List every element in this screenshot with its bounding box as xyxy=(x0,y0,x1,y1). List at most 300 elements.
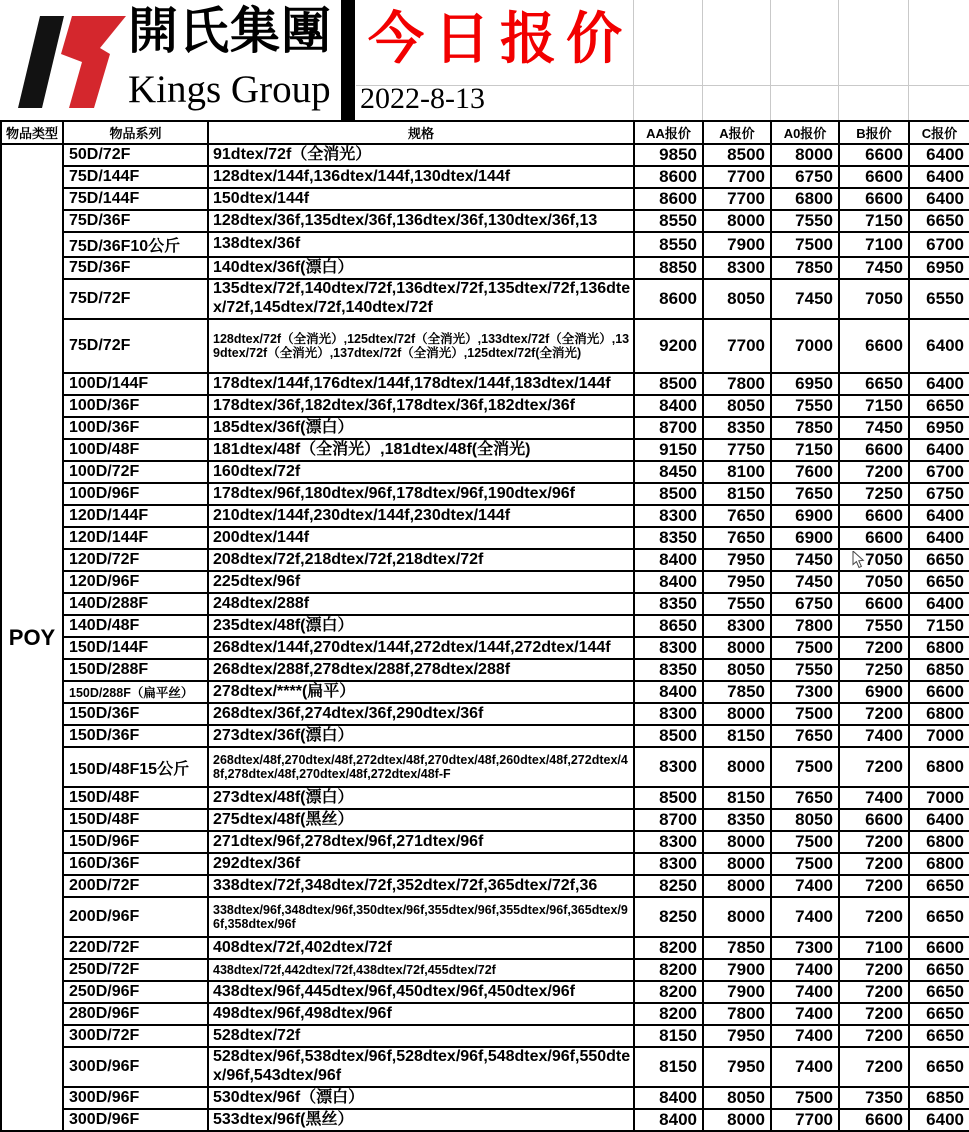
column-header-2: 规格 xyxy=(208,121,634,144)
price-cell-C报价: 6650 xyxy=(909,1047,969,1087)
spec-cell: 408dtex/72f,402dtex/72f xyxy=(208,937,634,959)
price-cell-AA报价: 8500 xyxy=(634,483,703,505)
grid-line xyxy=(770,0,771,120)
series-cell: 150D/48F15公斤 xyxy=(63,747,208,787)
spec-cell: 438dtex/96f,445dtex/96f,450dtex/96f,450dtex/96f xyxy=(208,981,634,1003)
price-cell-A0报价: 7550 xyxy=(771,659,839,681)
price-cell-A0报价: 7450 xyxy=(771,571,839,593)
price-cell-A报价: 8050 xyxy=(703,395,771,417)
table-row xyxy=(1,417,969,439)
price-cell-B报价: 6600 xyxy=(839,527,909,549)
price-cell-AA报价: 8500 xyxy=(634,787,703,809)
price-cell-B报价: 6900 xyxy=(839,681,909,703)
price-cell-B报价: 7200 xyxy=(839,703,909,725)
price-cell-A0报价: 7850 xyxy=(771,257,839,279)
price-cell-A报价: 7900 xyxy=(703,959,771,981)
price-cell-AA报价: 8400 xyxy=(634,571,703,593)
price-cell-B报价: 7100 xyxy=(839,232,909,257)
price-cell-A报价: 8050 xyxy=(703,659,771,681)
price-cell-A0报价: 7650 xyxy=(771,725,839,747)
series-cell: 300D/72F xyxy=(63,1025,208,1047)
price-cell-A0报价: 6950 xyxy=(771,373,839,395)
spec-cell: 268dtex/48f,270dtex/48f,272dtex/48f,270dtex/48f,260dtex/48f,272dtex/48f,278dtex/48f,270dtex/48f,272dtex/48f-F xyxy=(208,747,634,787)
table-row xyxy=(1,1047,969,1087)
series-cell: 75D/144F xyxy=(63,188,208,210)
price-cell-A报价: 8150 xyxy=(703,725,771,747)
price-cell-A0报价: 6800 xyxy=(771,188,839,210)
spec-cell: 150dtex/144f xyxy=(208,188,634,210)
spec-cell: 178dtex/36f,182dtex/36f,178dtex/36f,182dtex/36f xyxy=(208,395,634,417)
price-cell-A0报价: 7650 xyxy=(771,787,839,809)
series-cell: 300D/96F xyxy=(63,1047,208,1087)
price-cell-A报价: 8050 xyxy=(703,279,771,319)
price-cell-C报价: 6650 xyxy=(909,395,969,417)
table-row xyxy=(1,1025,969,1047)
price-cell-B报价: 7200 xyxy=(839,875,909,897)
series-cell: 140D/288F xyxy=(63,593,208,615)
price-cell-A报价: 7800 xyxy=(703,1003,771,1025)
price-cell-A0报价: 6900 xyxy=(771,505,839,527)
price-cell-A报价: 8300 xyxy=(703,257,771,279)
series-cell: 120D/144F xyxy=(63,505,208,527)
spec-cell: 181dtex/48f（全消光）,181dtex/48f(全消光) xyxy=(208,439,634,461)
spec-cell: 200dtex/144f xyxy=(208,527,634,549)
price-cell-C报价: 6850 xyxy=(909,1087,969,1109)
price-cell-AA报价: 9150 xyxy=(634,439,703,461)
price-cell-A报价: 8050 xyxy=(703,1087,771,1109)
price-cell-AA报价: 8250 xyxy=(634,875,703,897)
price-cell-A0报价: 7550 xyxy=(771,210,839,232)
price-cell-A0报价: 7400 xyxy=(771,875,839,897)
price-cell-A报价: 7950 xyxy=(703,571,771,593)
spec-cell: 271dtex/96f,278dtex/96f,271dtex/96f xyxy=(208,831,634,853)
price-cell-AA报价: 8500 xyxy=(634,373,703,395)
category-cell: POY xyxy=(1,144,63,1131)
price-cell-C报价: 6400 xyxy=(909,527,969,549)
price-cell-B报价: 6600 xyxy=(839,505,909,527)
price-cell-A0报价: 7400 xyxy=(771,1047,839,1087)
series-cell: 150D/96F xyxy=(63,831,208,853)
price-cell-A0报价: 7300 xyxy=(771,681,839,703)
price-cell-A0报价: 7450 xyxy=(771,279,839,319)
price-cell-A0报价: 6750 xyxy=(771,593,839,615)
spec-cell: 268dtex/288f,278dtex/288f,278dtex/288f xyxy=(208,659,634,681)
price-cell-B报价: 7150 xyxy=(839,395,909,417)
series-cell: 50D/72F xyxy=(63,144,208,166)
table-row xyxy=(1,897,969,937)
price-cell-C报价: 6650 xyxy=(909,1003,969,1025)
price-cell-C报价: 6650 xyxy=(909,210,969,232)
spec-cell: 533dtex/96f(黑丝） xyxy=(208,1109,634,1131)
price-cell-A报价: 8000 xyxy=(703,853,771,875)
series-cell: 100D/144F xyxy=(63,373,208,395)
price-cell-A0报价: 7400 xyxy=(771,1025,839,1047)
price-cell-B报价: 7200 xyxy=(839,831,909,853)
price-cell-AA报价: 8350 xyxy=(634,659,703,681)
price-cell-B报价: 7050 xyxy=(839,571,909,593)
price-cell-A0报价: 7500 xyxy=(771,1087,839,1109)
spec-cell: 338dtex/72f,348dtex/72f,352dtex/72f,365dtex/72f,36 xyxy=(208,875,634,897)
price-cell-C报价: 6400 xyxy=(909,144,969,166)
grid-line xyxy=(633,0,634,120)
price-cell-AA报价: 8400 xyxy=(634,681,703,703)
spec-cell: 528dtex/72f xyxy=(208,1025,634,1047)
price-cell-B报价: 7200 xyxy=(839,981,909,1003)
table-row xyxy=(1,483,969,505)
price-cell-B报价: 7550 xyxy=(839,615,909,637)
price-cell-C报价: 6950 xyxy=(909,257,969,279)
spec-cell: 292dtex/36f xyxy=(208,853,634,875)
table-row xyxy=(1,188,969,210)
table-row xyxy=(1,1087,969,1109)
spec-cell: 338dtex/96f,348dtex/96f,350dtex/96f,355dtex/96f,355dtex/96f,365dtex/96f,358dtex/96f xyxy=(208,897,634,937)
series-cell: 150D/48F xyxy=(63,809,208,831)
price-cell-C报价: 6550 xyxy=(909,279,969,319)
spec-cell: 178dtex/96f,180dtex/96f,178dtex/96f,190dtex/96f xyxy=(208,483,634,505)
price-cell-A0报价: 7500 xyxy=(771,703,839,725)
price-cell-B报价: 6600 xyxy=(839,188,909,210)
price-cell-AA报价: 8400 xyxy=(634,1109,703,1131)
price-cell-A报价: 7700 xyxy=(703,188,771,210)
price-cell-A0报价: 7400 xyxy=(771,981,839,1003)
price-cell-A报价: 7900 xyxy=(703,981,771,1003)
price-cell-AA报价: 8150 xyxy=(634,1025,703,1047)
price-cell-C报价: 6400 xyxy=(909,319,969,373)
price-cell-C报价: 6400 xyxy=(909,439,969,461)
price-cell-A0报价: 7150 xyxy=(771,439,839,461)
price-cell-A报价: 8000 xyxy=(703,637,771,659)
spec-cell: 275dtex/48f(黑丝） xyxy=(208,809,634,831)
spec-cell: 138dtex/36f xyxy=(208,232,634,257)
table-row xyxy=(1,439,969,461)
table-row xyxy=(1,787,969,809)
table-row xyxy=(1,831,969,853)
series-cell: 300D/96F xyxy=(63,1087,208,1109)
spec-cell: 160dtex/72f xyxy=(208,461,634,483)
series-cell: 250D/72F xyxy=(63,959,208,981)
price-cell-AA报价: 8550 xyxy=(634,232,703,257)
column-header-1: 物品系列 xyxy=(63,121,208,144)
price-cell-B报价: 7200 xyxy=(839,897,909,937)
table-row xyxy=(1,747,969,787)
price-cell-AA报价: 8650 xyxy=(634,615,703,637)
spec-cell: 268dtex/144f,270dtex/144f,272dtex/144f,272dtex/144f xyxy=(208,637,634,659)
series-cell: 200D/96F xyxy=(63,897,208,937)
spec-cell: 225dtex/96f xyxy=(208,571,634,593)
price-cell-A报价: 8150 xyxy=(703,787,771,809)
series-cell: 220D/72F xyxy=(63,937,208,959)
price-cell-A0报价: 7400 xyxy=(771,959,839,981)
price-table xyxy=(0,120,969,1132)
table-row xyxy=(1,166,969,188)
table-row xyxy=(1,875,969,897)
price-cell-B报价: 7200 xyxy=(839,959,909,981)
table-row xyxy=(1,549,969,571)
price-cell-C报价: 6800 xyxy=(909,703,969,725)
series-cell: 75D/72F xyxy=(63,279,208,319)
price-cell-A报价: 7700 xyxy=(703,166,771,188)
price-cell-B报价: 7050 xyxy=(839,279,909,319)
grid-line xyxy=(908,0,909,120)
price-cell-A报价: 7800 xyxy=(703,373,771,395)
column-header-3: AA报价 xyxy=(634,121,703,144)
series-cell: 300D/96F xyxy=(63,1109,208,1131)
price-cell-B报价: 6600 xyxy=(839,166,909,188)
price-cell-AA报价: 8550 xyxy=(634,210,703,232)
price-cell-A0报价: 7500 xyxy=(771,853,839,875)
series-cell: 150D/36F xyxy=(63,725,208,747)
price-cell-A0报价: 7500 xyxy=(771,831,839,853)
table-row xyxy=(1,981,969,1003)
price-cell-B报价: 7400 xyxy=(839,725,909,747)
price-cell-A0报价: 7000 xyxy=(771,319,839,373)
kings-group-logo xyxy=(0,0,341,120)
price-cell-B报价: 7150 xyxy=(839,210,909,232)
page-title: 今日报价 xyxy=(368,7,632,70)
price-cell-AA报价: 8400 xyxy=(634,1087,703,1109)
price-table-body xyxy=(1,144,969,1131)
price-cell-A报价: 8300 xyxy=(703,615,771,637)
price-cell-C报价: 6650 xyxy=(909,959,969,981)
price-cell-B报价: 7200 xyxy=(839,1025,909,1047)
price-cell-AA报价: 8400 xyxy=(634,395,703,417)
series-cell: 100D/36F xyxy=(63,395,208,417)
series-cell: 160D/36F xyxy=(63,853,208,875)
price-cell-AA报价: 8200 xyxy=(634,959,703,981)
price-cell-C报价: 6400 xyxy=(909,1109,969,1131)
price-cell-A0报价: 7300 xyxy=(771,937,839,959)
spec-cell: 178dtex/144f,176dtex/144f,178dtex/144f,183dtex/144f xyxy=(208,373,634,395)
price-cell-AA报价: 8850 xyxy=(634,257,703,279)
spec-cell: 235dtex/48f(漂白） xyxy=(208,615,634,637)
price-cell-C报价: 7000 xyxy=(909,787,969,809)
price-cell-A报价: 7850 xyxy=(703,681,771,703)
price-cell-C报价: 7000 xyxy=(909,725,969,747)
price-cell-A报价: 7650 xyxy=(703,505,771,527)
price-cell-A报价: 7750 xyxy=(703,439,771,461)
price-cell-C报价: 6650 xyxy=(909,875,969,897)
series-cell: 120D/72F xyxy=(63,549,208,571)
price-cell-A0报价: 6900 xyxy=(771,527,839,549)
series-cell: 120D/96F xyxy=(63,571,208,593)
price-cell-AA报价: 8300 xyxy=(634,637,703,659)
price-cell-B报价: 7450 xyxy=(839,257,909,279)
price-cell-A报价: 8000 xyxy=(703,897,771,937)
series-cell: 150D/36F xyxy=(63,703,208,725)
price-cell-C报价: 6650 xyxy=(909,981,969,1003)
price-cell-AA报价: 8200 xyxy=(634,937,703,959)
spec-cell: 128dtex/36f,135dtex/36f,136dtex/36f,130dtex/36f,13 xyxy=(208,210,634,232)
header-divider-bar xyxy=(341,0,355,120)
table-row xyxy=(1,659,969,681)
price-cell-A0报价: 7500 xyxy=(771,747,839,787)
table-row xyxy=(1,1003,969,1025)
spec-cell: 140dtex/36f(漂白） xyxy=(208,257,634,279)
price-cell-C报价: 6600 xyxy=(909,681,969,703)
price-cell-C报价: 6750 xyxy=(909,483,969,505)
price-cell-A报价: 7950 xyxy=(703,549,771,571)
price-cell-B报价: 7250 xyxy=(839,483,909,505)
spec-cell: 498dtex/96f,498dtex/96f xyxy=(208,1003,634,1025)
price-cell-C报价: 6800 xyxy=(909,637,969,659)
price-cell-B报价: 6600 xyxy=(839,809,909,831)
price-cell-C报价: 6650 xyxy=(909,897,969,937)
price-cell-AA报价: 9200 xyxy=(634,319,703,373)
price-cell-A0报价: 7500 xyxy=(771,637,839,659)
spec-cell: 248dtex/288f xyxy=(208,593,634,615)
price-cell-A报价: 7850 xyxy=(703,937,771,959)
price-cell-AA报价: 8600 xyxy=(634,188,703,210)
series-cell: 100D/72F xyxy=(63,461,208,483)
price-cell-B报价: 7200 xyxy=(839,637,909,659)
spec-cell: 278dtex/****(扁平） xyxy=(208,681,634,703)
price-cell-A0报价: 7450 xyxy=(771,549,839,571)
price-cell-A报价: 7950 xyxy=(703,1047,771,1087)
price-cell-A0报价: 7800 xyxy=(771,615,839,637)
price-cell-C报价: 6800 xyxy=(909,747,969,787)
price-cell-A报价: 8150 xyxy=(703,483,771,505)
price-cell-A报价: 8000 xyxy=(703,1109,771,1131)
table-row xyxy=(1,593,969,615)
price-cell-B报价: 7400 xyxy=(839,787,909,809)
price-cell-A报价: 8000 xyxy=(703,703,771,725)
price-cell-AA报价: 8300 xyxy=(634,703,703,725)
series-cell: 75D/72F xyxy=(63,319,208,373)
price-cell-A0报价: 7650 xyxy=(771,483,839,505)
column-header-0: 物品类型 xyxy=(1,121,63,144)
price-cell-B报价: 7200 xyxy=(839,1003,909,1025)
price-cell-A报价: 7550 xyxy=(703,593,771,615)
price-cell-A0报价: 7550 xyxy=(771,395,839,417)
series-cell: 140D/48F xyxy=(63,615,208,637)
price-cell-C报价: 6850 xyxy=(909,659,969,681)
series-cell: 150D/144F xyxy=(63,637,208,659)
price-cell-C报价: 6400 xyxy=(909,373,969,395)
spec-cell: 438dtex/72f,442dtex/72f,438dtex/72f,455dtex/72f xyxy=(208,959,634,981)
series-cell: 150D/48F xyxy=(63,787,208,809)
price-cell-B报价: 6600 xyxy=(839,319,909,373)
price-cell-A0报价: 7500 xyxy=(771,232,839,257)
table-row xyxy=(1,395,969,417)
table-row xyxy=(1,809,969,831)
price-cell-AA报价: 8150 xyxy=(634,1047,703,1087)
price-cell-A0报价: 7400 xyxy=(771,897,839,937)
price-cell-B报价: 6600 xyxy=(839,1109,909,1131)
spec-cell: 128dtex/144f,136dtex/144f,130dtex/144f xyxy=(208,166,634,188)
price-cell-AA报价: 8350 xyxy=(634,527,703,549)
table-row xyxy=(1,144,969,166)
price-cell-C报价: 6400 xyxy=(909,593,969,615)
spec-cell: 273dtex/36f(漂白） xyxy=(208,725,634,747)
price-cell-B报价: 6600 xyxy=(839,593,909,615)
price-cell-AA报价: 8300 xyxy=(634,505,703,527)
price-cell-A报价: 8000 xyxy=(703,875,771,897)
series-cell: 150D/288F xyxy=(63,659,208,681)
series-cell: 100D/96F xyxy=(63,483,208,505)
logo-english-text: Kings Group xyxy=(128,68,331,111)
price-cell-B报价: 7200 xyxy=(839,1047,909,1087)
price-cell-AA报价: 8700 xyxy=(634,809,703,831)
price-cell-AA报价: 8500 xyxy=(634,725,703,747)
price-cell-AA报价: 9850 xyxy=(634,144,703,166)
price-cell-AA报价: 8600 xyxy=(634,166,703,188)
price-cell-AA报价: 8200 xyxy=(634,981,703,1003)
price-cell-A报价: 8000 xyxy=(703,747,771,787)
price-cell-C报价: 6650 xyxy=(909,571,969,593)
series-cell: 200D/72F xyxy=(63,875,208,897)
price-cell-A0报价: 7700 xyxy=(771,1109,839,1131)
price-cell-C报价: 6950 xyxy=(909,417,969,439)
price-cell-B报价: 7050 xyxy=(839,549,909,571)
column-header-5: A0报价 xyxy=(771,121,839,144)
price-cell-B报价: 7350 xyxy=(839,1087,909,1109)
price-cell-A报价: 7650 xyxy=(703,527,771,549)
series-cell: 150D/288F（扁平丝） xyxy=(63,681,208,703)
table-row xyxy=(1,257,969,279)
kings-group-logo-mark-icon xyxy=(14,14,132,110)
price-cell-A报价: 7900 xyxy=(703,232,771,257)
table-row xyxy=(1,279,969,319)
column-header-4: A报价 xyxy=(703,121,771,144)
table-row xyxy=(1,615,969,637)
price-cell-AA报价: 8300 xyxy=(634,831,703,853)
price-cell-AA报价: 8200 xyxy=(634,1003,703,1025)
price-cell-A0报价: 7850 xyxy=(771,417,839,439)
grid-line xyxy=(702,0,703,120)
table-row xyxy=(1,703,969,725)
table-row xyxy=(1,937,969,959)
price-cell-B报价: 7450 xyxy=(839,417,909,439)
price-cell-C报价: 6800 xyxy=(909,831,969,853)
price-cell-C报价: 6400 xyxy=(909,809,969,831)
price-cell-A报价: 8350 xyxy=(703,417,771,439)
price-cell-B报价: 7200 xyxy=(839,747,909,787)
spec-cell: 210dtex/144f,230dtex/144f,230dtex/144f xyxy=(208,505,634,527)
logo-chinese-text: 開氏集團 xyxy=(128,3,332,59)
table-row xyxy=(1,373,969,395)
spec-cell: 273dtex/48f(漂白） xyxy=(208,787,634,809)
table-row xyxy=(1,505,969,527)
price-cell-C报价: 6400 xyxy=(909,188,969,210)
spec-cell: 530dtex/96f（漂白） xyxy=(208,1087,634,1109)
series-cell: 250D/96F xyxy=(63,981,208,1003)
table-row xyxy=(1,1109,969,1131)
price-cell-A报价: 7700 xyxy=(703,319,771,373)
price-cell-A0报价: 8000 xyxy=(771,144,839,166)
price-cell-B报价: 7250 xyxy=(839,659,909,681)
table-row xyxy=(1,461,969,483)
series-cell: 75D/36F10公斤 xyxy=(63,232,208,257)
spec-cell: 268dtex/36f,274dtex/36f,290dtex/36f xyxy=(208,703,634,725)
price-cell-B报价: 7200 xyxy=(839,853,909,875)
price-cell-C报价: 6600 xyxy=(909,937,969,959)
table-row xyxy=(1,725,969,747)
spec-cell: 528dtex/96f,538dtex/96f,528dtex/96f,548dtex/96f,550dtex/96f,543dtex/96f xyxy=(208,1047,634,1087)
price-cell-C报价: 7150 xyxy=(909,615,969,637)
series-cell: 100D/36F xyxy=(63,417,208,439)
table-row xyxy=(1,232,969,257)
price-cell-A0报价: 6750 xyxy=(771,166,839,188)
price-cell-A0报价: 7400 xyxy=(771,1003,839,1025)
table-row xyxy=(1,319,969,373)
spec-cell: 128dtex/72f（全消光）,125dtex/72f（全消光）,133dtex/72f（全消光）,139dtex/72f（全消光）,137dtex/72f（全消光）,125dtex/72f(全消光) xyxy=(208,319,634,373)
price-cell-C报价: 6800 xyxy=(909,853,969,875)
price-cell-B报价: 6650 xyxy=(839,373,909,395)
price-cell-C报价: 6650 xyxy=(909,549,969,571)
price-cell-B报价: 6600 xyxy=(839,439,909,461)
price-cell-AA报价: 8250 xyxy=(634,897,703,937)
price-cell-C报价: 6700 xyxy=(909,232,969,257)
